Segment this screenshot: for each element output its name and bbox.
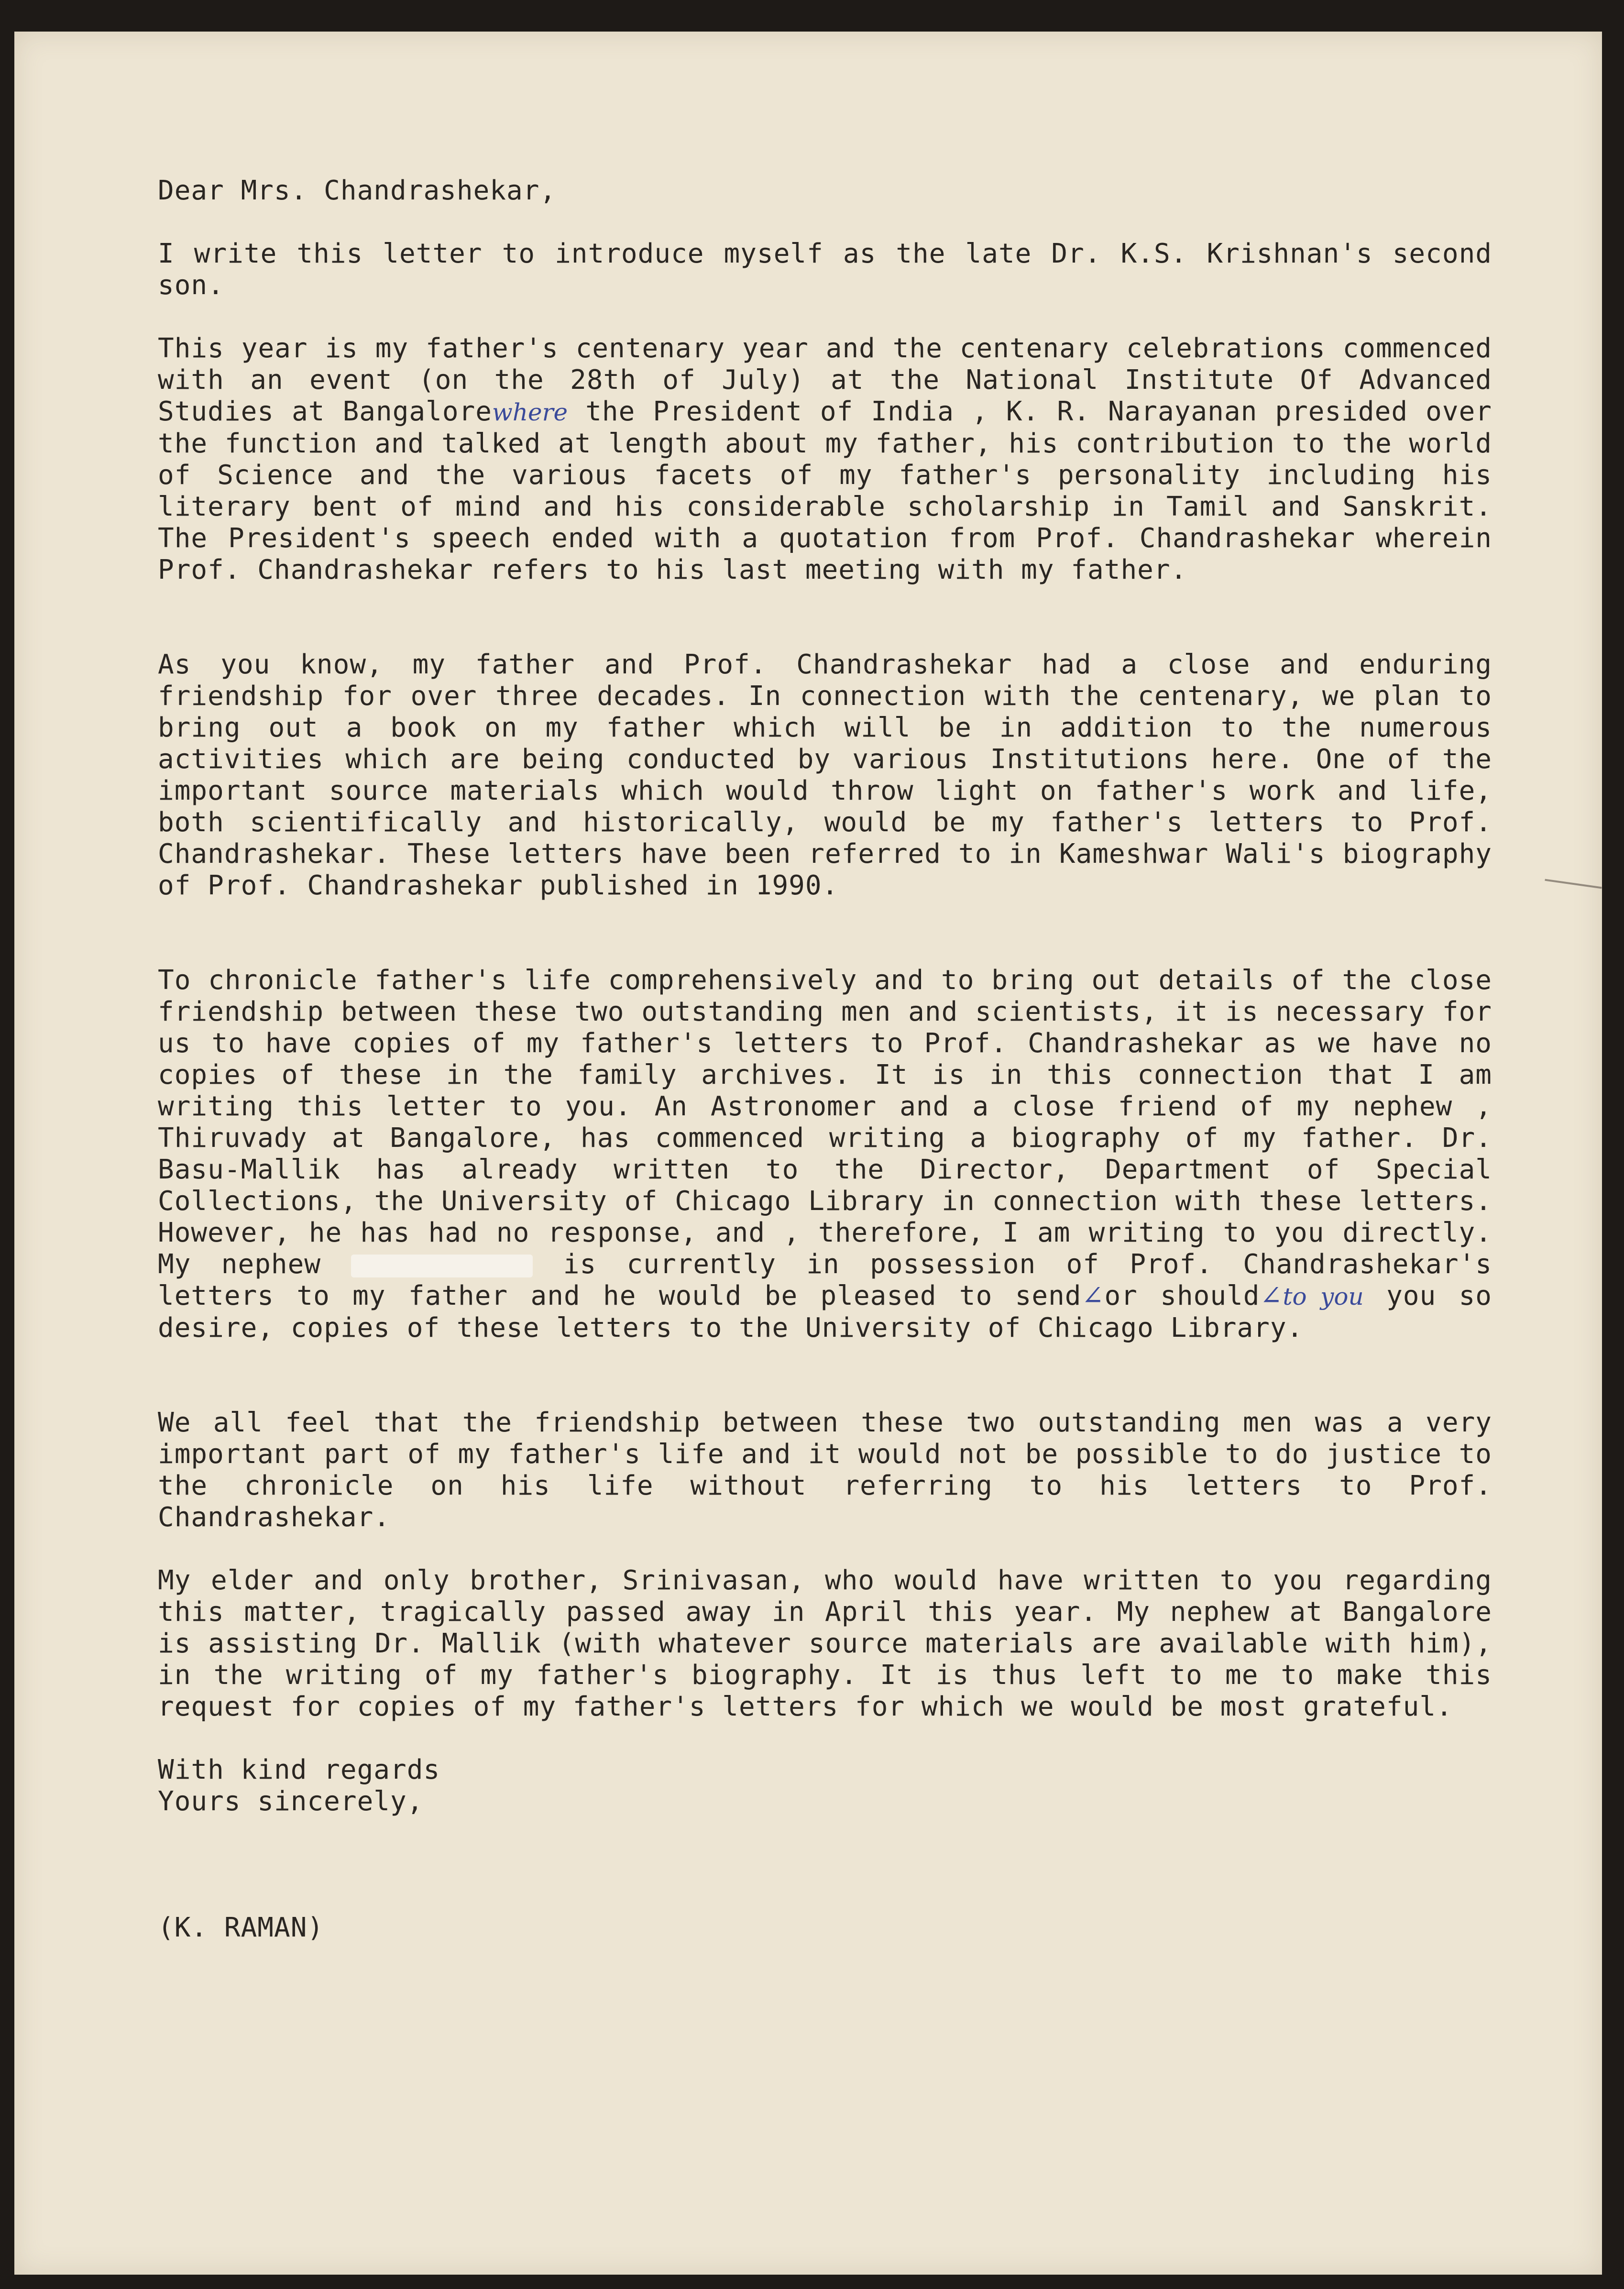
paragraph-request-part-b: is currently in possession of Prof. Chandrashekar's letters to my father and he would be pleased to send	[158, 1249, 1492, 1311]
paragraph-centenary-part-a: This year is my father's centenary year and the centenary celebrations commenced with an event (on the 28th of July) at the National Institute Of Advanced Studies at Bangalore	[158, 333, 1492, 427]
insert-caret-mark: ∠	[1081, 1280, 1105, 1311]
handwritten-to-you: to you	[1283, 1283, 1364, 1310]
insert-caret-mark: ∠	[1260, 1280, 1283, 1311]
closing-regards: With kind regards	[158, 1754, 440, 1785]
paragraph-centenary-part-b: the President of India , K. R. Narayanan presided over the function and talked at length about my father, his contribution to the world of Science and the various facets of my father's personality including his literary bent of mind and his considerable scholarship in Tamil and Sanskrit. The President's speech ended with a quotation from Prof. Chandrashekar wherein Prof. Chandrashekar refers to his last meeting with my father.	[158, 396, 1492, 585]
paper-tear	[1545, 879, 1602, 889]
salutation: Dear Mrs. Chandrashekar,	[158, 175, 557, 206]
paragraph-friendship: As you know, my father and Prof. Chandrashekar had a close and enduring friendship for over three decades. In connection with the centenary, we plan to bring out a book on my father which will be in addition to the numerous activities which are being conducted by various Institutions here. One of the important source materials which would throw light on father's work and life, both scientifically and historically, would be my father's letters to Prof. Chandrashekar. These letters have been referred to in Kameshwar Wali's biography of Prof. Chandrashekar published in 1990.	[158, 649, 1492, 901]
paragraph-request-part-c: or should	[1104, 1280, 1260, 1311]
letter-page	[14, 32, 1602, 2275]
paragraph-importance: We all feel that the friendship between these two outstanding men was a very important part of my father's life and it would not be possible to do justice to the chronicle on his life without referring to his letters to Prof. Chandrashekar.	[158, 1407, 1492, 1533]
redacted-name	[351, 1255, 533, 1277]
paragraph-brother: My elder and only brother, Srinivasan, who would have written to you regarding this matter, tragically passed away in April this year. My nephew at Bangalore is assisting Dr. Mallik (with whatever source materials are available with him), in the writing of my father's biography. It is thus left to me to make this request for copies of my father's letters for which we would be most grateful.	[158, 1565, 1492, 1722]
paragraph-introduction: I write this letter to introduce myself as the late Dr. K.S. Krishnan's second son.	[158, 238, 1492, 301]
closing-sincerely: Yours sincerely,	[158, 1786, 424, 1817]
paragraph-centenary	[158, 333, 1492, 586]
paragraph-request-part-a: To chronicle father's life comprehensively and to bring out details of the close friendship between these two outstanding men and scientists, it is necessary for us to have copies of my father's letters to Prof. Chandrashekar as we have no copies of these in the family archives. It is in this connection that I am writing this letter to you. An Astronomer and a close friend of my nephew , Thiruvady at Bangalore, has commenced writing a biography of my father. Dr. Basu-Mallik has already written to the Director, Department of Special Collections, the University of Chicago Library in connection with these letters. However, he has had no response, and , therefore, I am writing to you directly. My nephew	[158, 965, 1492, 1280]
paragraph-request-part-d: you so desire, copies of these letters to the University of Chicago Library.	[158, 1280, 1492, 1343]
signature: (K. RAMAN)	[158, 1912, 324, 1943]
letter-body	[158, 175, 1492, 1944]
handwritten-where: where	[492, 398, 568, 426]
paragraph-request	[158, 965, 1492, 1344]
